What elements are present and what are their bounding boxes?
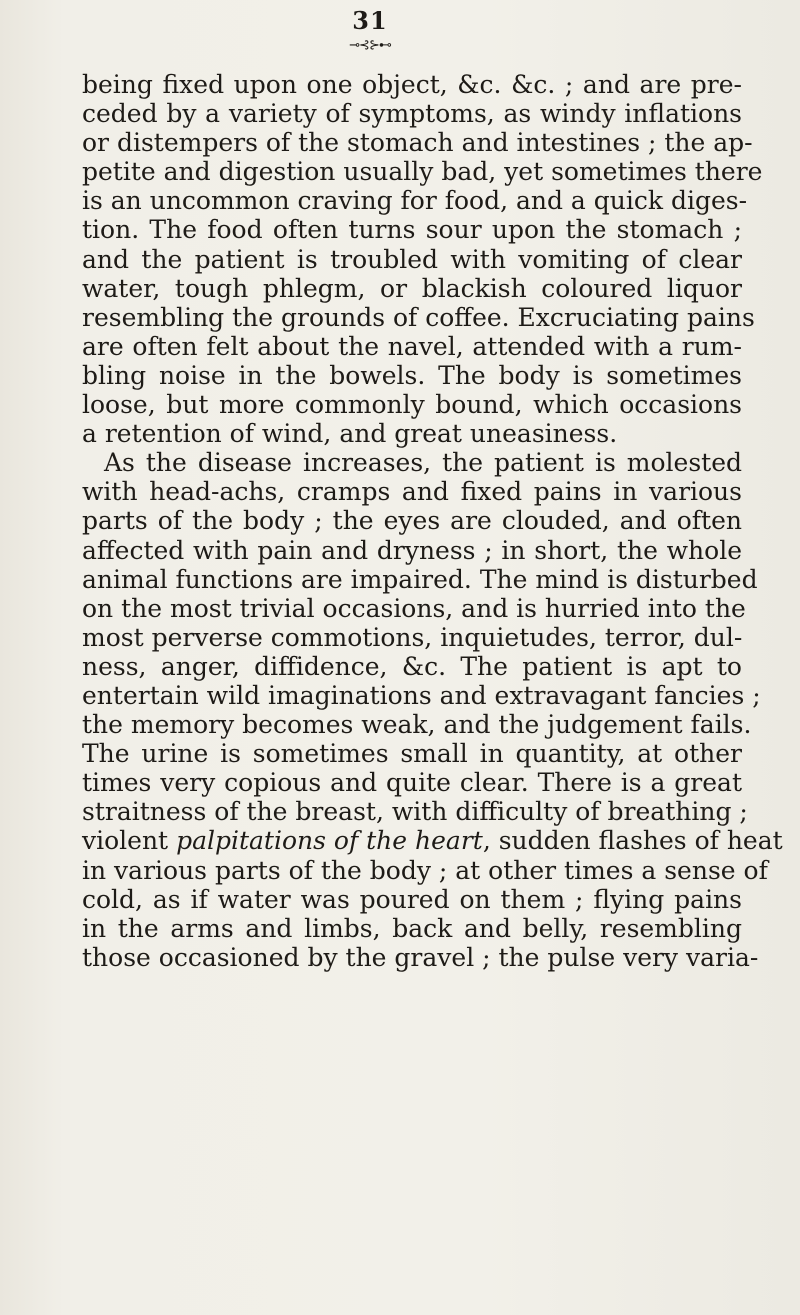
paragraph-end-line: a retention of wind, and great uneasiness. <box>82 419 618 449</box>
text-segment: , sudden flashes of heat <box>482 826 783 856</box>
paragraph-start-line: As the disease increases, the patient is molested <box>104 448 742 478</box>
text-line: animal functions are impaired. The mind is disturbed <box>82 564 758 594</box>
text-line: petite and digestion usually bad, yet sometimes there <box>82 157 763 187</box>
italic-phrase: palpitations of the heart <box>176 826 483 856</box>
text-line: entertain wild imaginations and extravagant fancies ; <box>82 680 761 710</box>
text-line: are often felt about the navel, attended with a rum- <box>82 331 742 361</box>
text-line: and the patient is troubled with vomiting of clear <box>82 244 742 274</box>
text-line: resembling the grounds of coffee. Excruciating pains <box>82 302 755 332</box>
text-line: those occasioned by the gravel ; the pulse very varia- <box>82 942 759 972</box>
text-line: tion. The food often turns sour upon the stomach ; <box>82 215 742 245</box>
text-line: on the most trivial occasions, and is hurried into the <box>82 593 746 623</box>
text-line: or distempers of the stomach and intestines ; the ap- <box>82 128 753 158</box>
text-line: in the arms and limbs, back and belly, resembling <box>82 913 742 943</box>
text-line: bling noise in the bowels. The body is sometimes <box>82 360 742 390</box>
text-line: straitness of the breast, with difficulty of breathing ; <box>82 797 748 827</box>
text-line: in various parts of the body ; at other times a sense of <box>82 855 768 885</box>
text-line: cold, as if water was poured on them ; flying pains <box>82 884 742 914</box>
text-line: water, tough phlegm, or blackish coloured liquor <box>82 273 742 303</box>
text-line: affected with pain and dryness ; in short, the whole <box>82 535 742 565</box>
text-segment: violent <box>82 826 177 856</box>
text-line: ceded by a variety of symptoms, as windy inflations <box>82 99 742 129</box>
text-line: ness, anger, diffidence, &c. The patient is apt to <box>82 651 742 681</box>
page-number: 31 <box>352 6 388 35</box>
text-line: loose, but more commonly bound, which occasions <box>82 390 742 420</box>
text-line: the memory becomes weak, and the judgement fails. <box>82 710 752 740</box>
header-ornament: ⊸⊰⊱⊷ <box>349 38 391 53</box>
text-line: being fixed upon one object, &c. &c. ; and are pre- <box>82 70 742 99</box>
text-line: most perverse commotions, inquietudes, terror, dul- <box>82 622 743 652</box>
body-text <box>82 70 783 972</box>
text-line: with head-achs, cramps and fixed pains in various <box>82 477 742 507</box>
text-line-with-italic <box>82 826 783 856</box>
text-line: is an uncommon craving for food, and a quick diges- <box>82 186 748 216</box>
text-line: times very copious and quite clear. There is a great <box>82 768 742 798</box>
text-line: The urine is sometimes small in quantity, at other <box>82 739 742 769</box>
text-line: parts of the body ; the eyes are clouded, and often <box>82 506 742 536</box>
